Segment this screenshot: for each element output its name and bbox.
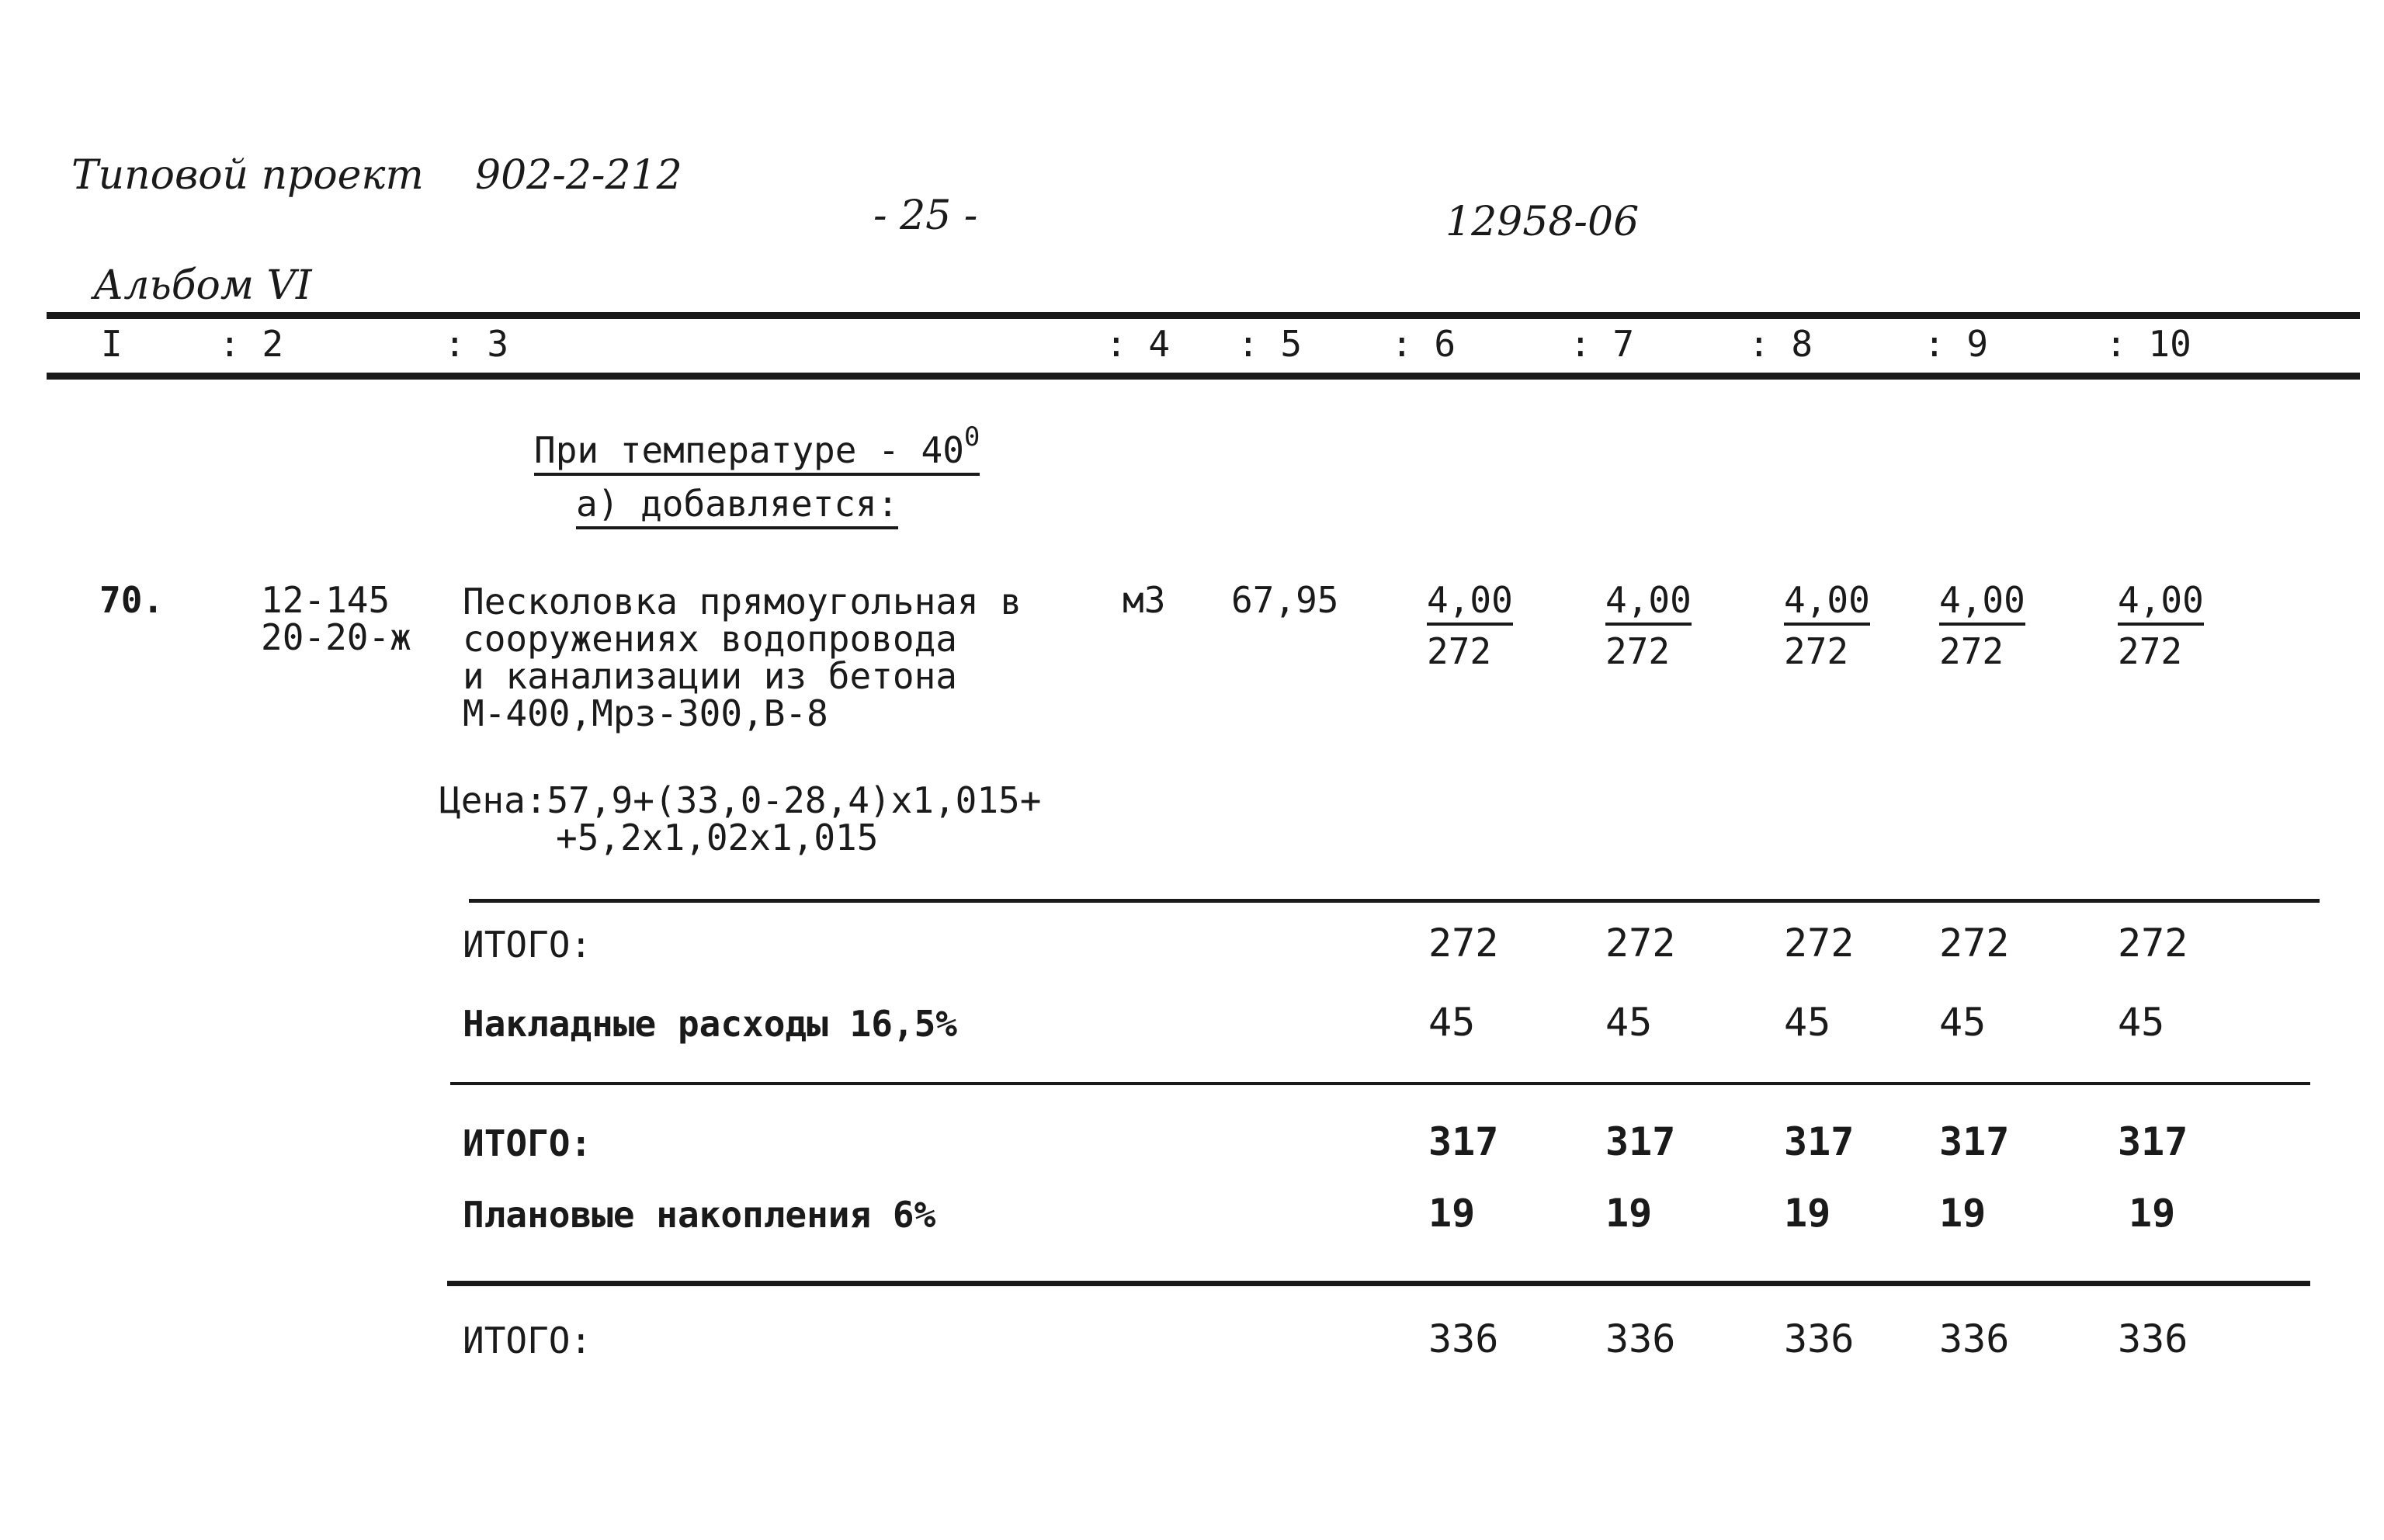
item-quantity-6 xyxy=(1427,581,1513,619)
column-number-10: : 10 xyxy=(2105,323,2191,365)
summary-rule-2 xyxy=(450,1082,2310,1085)
summary-value-4-9: 19 xyxy=(1939,1191,1987,1236)
item-description-line-4: М-400,Мрз-300,В-8 xyxy=(463,692,828,734)
section-title xyxy=(534,418,980,470)
item-quantity-9 xyxy=(1939,581,2025,619)
section-title-text: При температуре - 40 xyxy=(534,429,964,471)
summary-value-3-6: 317 xyxy=(1428,1119,1499,1164)
column-number-9: : 9 xyxy=(1924,323,1989,365)
section-subtitle-text: а) добавляется: xyxy=(576,483,898,529)
summary-value-3-10: 317 xyxy=(2118,1119,2188,1164)
summary-rule-3 xyxy=(447,1281,2310,1286)
project-label: Типовой проект xyxy=(71,152,424,199)
summary-value-5-8: 336 xyxy=(1784,1316,1855,1361)
summary-rule-1 xyxy=(469,899,2320,903)
section-subtitle xyxy=(576,484,898,523)
item-description-line-3: и канализации из бетона xyxy=(463,655,957,697)
header-top-rule xyxy=(47,312,2360,319)
summary-label-planned-savings: Плановые накопления 6% xyxy=(463,1194,936,1236)
column-number-5: : 5 xyxy=(1237,323,1303,365)
summary-value-1-10: 272 xyxy=(2118,921,2188,966)
column-number-6: : 6 xyxy=(1391,323,1456,365)
project-code: 902-2-212 xyxy=(475,152,682,199)
section-title-degree: 0 xyxy=(963,421,980,453)
column-number-8: : 8 xyxy=(1748,323,1813,365)
summary-value-5-9: 336 xyxy=(1939,1316,2010,1361)
item-code-line-1: 12-145 xyxy=(261,579,390,621)
summary-value-1-9: 272 xyxy=(1939,921,2010,966)
summary-value-1-8: 272 xyxy=(1784,921,1855,966)
item-amount-8: 272 xyxy=(1784,630,1849,672)
summary-value-1-7: 272 xyxy=(1605,921,1676,966)
summary-label-subtotal-1: ИТОГО: xyxy=(463,924,592,966)
item-quantity-10-value: 4,00 xyxy=(2118,579,2204,626)
item-unit-price: 67,95 xyxy=(1231,579,1339,621)
item-quantity-7 xyxy=(1605,581,1692,619)
column-number-2: : 2 xyxy=(219,323,284,365)
summary-value-3-8: 317 xyxy=(1784,1119,1855,1164)
summary-value-4-8: 19 xyxy=(1784,1191,1831,1236)
item-quantity-8-value: 4,00 xyxy=(1784,579,1870,626)
summary-label-total: ИТОГО: xyxy=(463,1320,592,1361)
item-unit: м3 xyxy=(1123,579,1166,621)
item-quantity-8 xyxy=(1784,581,1870,619)
item-amount-9: 272 xyxy=(1939,630,2004,672)
item-description-line-2: сооружениях водопровода xyxy=(463,618,957,660)
header-bottom-rule xyxy=(47,373,2360,380)
album-label: Альбом VI xyxy=(93,262,312,309)
summary-value-5-6: 336 xyxy=(1428,1316,1499,1361)
item-quantity-6-value: 4,00 xyxy=(1427,579,1513,626)
column-number-4: : 4 xyxy=(1105,323,1171,365)
summary-value-2-6: 45 xyxy=(1428,1000,1476,1045)
summary-value-5-7: 336 xyxy=(1605,1316,1676,1361)
column-number-1: I xyxy=(101,323,123,365)
summary-label-overhead: Накладные расходы 16,5% xyxy=(463,1003,957,1045)
summary-label-subtotal-2: ИТОГО: xyxy=(463,1122,592,1164)
document-number: 12958-06 xyxy=(1445,199,1640,245)
column-number-7: : 7 xyxy=(1570,323,1635,365)
price-formula-line-1: Цена:57,9+(33,0-28,4)x1,015+ xyxy=(439,779,1042,821)
item-amount-10: 272 xyxy=(2118,630,2183,672)
item-quantity-10 xyxy=(2118,581,2204,619)
summary-value-2-9: 45 xyxy=(1939,1000,1987,1045)
item-amount-6: 272 xyxy=(1427,630,1492,672)
page-number: - 25 - xyxy=(873,192,978,239)
item-description-line-1: Песколовка прямоугольная в xyxy=(463,581,1022,623)
item-quantity-9-value: 4,00 xyxy=(1939,579,2025,626)
item-number: 70. xyxy=(99,579,165,621)
summary-value-3-7: 317 xyxy=(1605,1119,1676,1164)
summary-value-2-8: 45 xyxy=(1784,1000,1831,1045)
item-code-line-2: 20-20-ж xyxy=(261,616,411,658)
column-number-3: : 3 xyxy=(444,323,509,365)
summary-value-4-6: 19 xyxy=(1428,1191,1476,1236)
summary-value-4-7: 19 xyxy=(1605,1191,1653,1236)
price-formula-line-2: +5,2x1,02x1,015 xyxy=(556,817,879,858)
summary-value-1-6: 272 xyxy=(1428,921,1499,966)
item-quantity-7-value: 4,00 xyxy=(1605,579,1692,626)
item-amount-7: 272 xyxy=(1605,630,1671,672)
summary-value-4-10: 19 xyxy=(2129,1191,2176,1236)
summary-value-2-7: 45 xyxy=(1605,1000,1653,1045)
summary-value-2-10: 45 xyxy=(2118,1000,2165,1045)
summary-value-3-9: 317 xyxy=(1939,1119,2010,1164)
summary-value-5-10: 336 xyxy=(2118,1316,2188,1361)
